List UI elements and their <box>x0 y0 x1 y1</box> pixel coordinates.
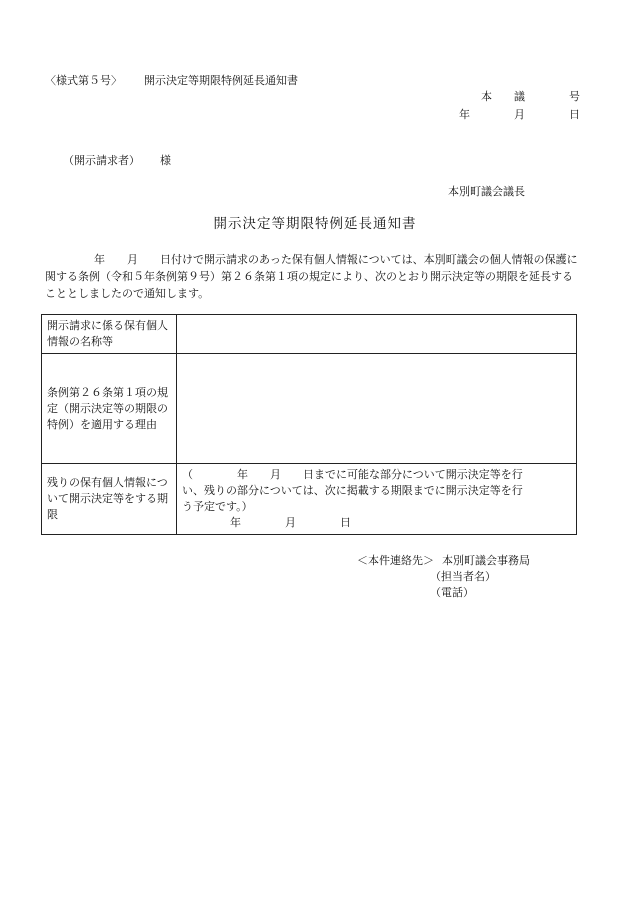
table-row <box>42 315 577 354</box>
details-table <box>41 314 577 535</box>
row-label-reason: 条例第２６条第１項の規定（開示決定等の期限の特例）を適用する理由 <box>42 354 177 464</box>
deadline-open-paren: （ <box>182 468 193 481</box>
deadline-text-3: う予定です。） <box>182 500 253 513</box>
document-date <box>459 107 580 122</box>
row-label-deadline: 残りの保有個人情報について開示決定等をする期限 <box>42 464 177 535</box>
body-year: 年 <box>94 253 105 266</box>
addressee-honorific: 様 <box>160 154 171 167</box>
row-value-reason <box>177 354 577 464</box>
contact-person: （担当者名） <box>430 570 496 583</box>
deadline-text-1: 日までに可能な部分について開示決定等を行 <box>303 468 523 481</box>
sender: 本別町議会議長 <box>448 185 525 198</box>
form-header <box>45 73 298 88</box>
contact-phone: （電話） <box>430 586 474 599</box>
form-header-title: 開示決定等期限特例延長通知書 <box>144 74 298 87</box>
ref-suffix: 号 <box>569 90 580 103</box>
row-value-deadline <box>177 464 577 535</box>
date-month: 月 <box>514 108 525 121</box>
final-month: 月 <box>285 516 296 529</box>
form-number: 〈様式第５号〉 <box>45 74 122 87</box>
body-text: 日付けで開示請求のあった保有個人情報については、本別町議会の個人情報の保護に関する条例（令和５年条例第９号）第２６条第１項の規定により、次のとおり開示決定等の期限を延長することとしましたので通知します。 <box>45 253 578 300</box>
row-value-info-name <box>177 315 577 354</box>
deadline-text-2: い、残りの部分については、次に掲載する期限までに開示決定等を行 <box>182 484 523 497</box>
row-label-info-name: 開示請求に係る保有個人情報の名称等 <box>42 315 177 354</box>
body-month: 月 <box>127 253 138 266</box>
ref-mid: 議 <box>514 90 525 103</box>
addressee <box>63 153 171 168</box>
contact-info <box>357 553 530 601</box>
table-row <box>42 464 577 535</box>
contact-office: 本別町議会事務局 <box>442 554 530 567</box>
addressee-name: （開示請求者） <box>63 154 140 167</box>
document-reference-number <box>481 89 580 104</box>
deadline-year: 年 <box>237 468 248 481</box>
date-year: 年 <box>459 108 470 121</box>
document-title: 開示決定等期限特例延長通知書 <box>213 216 417 232</box>
table-row <box>42 354 577 464</box>
date-day: 日 <box>569 108 580 121</box>
deadline-month: 月 <box>270 468 281 481</box>
contact-label: ＜本件連絡先＞ <box>357 554 434 567</box>
notice-body <box>45 251 580 302</box>
final-year: 年 <box>230 516 241 529</box>
final-day: 日 <box>340 516 351 529</box>
ref-prefix: 本 <box>481 90 492 103</box>
